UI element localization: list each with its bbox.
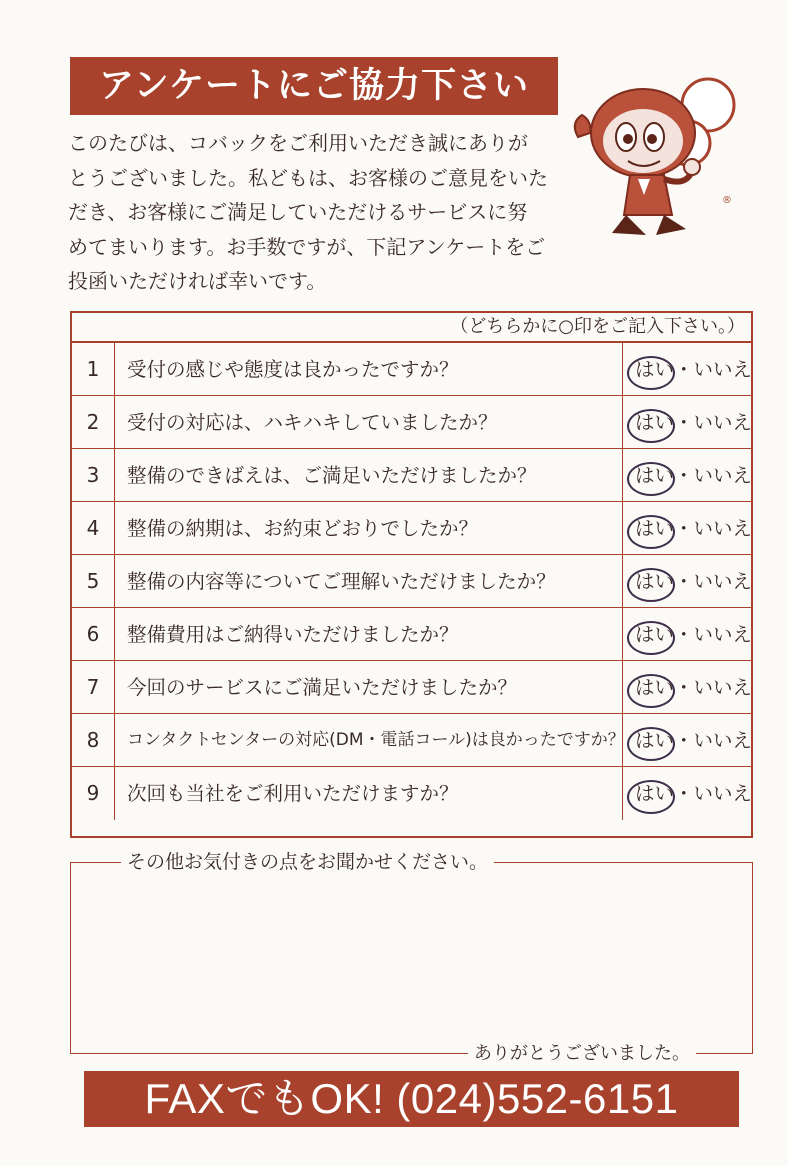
answer-yes[interactable]: はい — [635, 555, 674, 608]
answer-options[interactable] — [622, 661, 755, 713]
answer-no[interactable]: いいえ — [693, 570, 753, 593]
comments-label: その他お気付きの点をお聞かせください。 — [121, 851, 494, 873]
answer-separator: ・ — [674, 782, 694, 805]
question-text: 整備の内容等についてご理解いただけましたか？ — [127, 570, 556, 593]
question-text: 受付の対応は、ハキハキしていましたか？ — [127, 411, 498, 434]
answer-separator: ・ — [674, 729, 694, 752]
answer-no[interactable]: いいえ — [693, 464, 753, 487]
question-text: 整備のできばえは、ご満足いただけましたか？ — [127, 464, 537, 487]
answer-separator: ・ — [674, 676, 694, 699]
kobac-mascot-illustration — [568, 75, 746, 247]
question-text: 整備の納期は、お約束どおりでしたか？ — [127, 517, 479, 540]
intro-paragraph — [68, 126, 568, 299]
intro-line: 投函いただければ幸いです。 — [68, 269, 327, 293]
comments-box[interactable] — [70, 851, 753, 1064]
question-row — [72, 502, 751, 555]
answer-separator: ・ — [674, 570, 694, 593]
thank-you-note: ありがとうございました。 — [468, 1043, 696, 1065]
answer-options[interactable] — [622, 555, 755, 607]
survey-table — [70, 311, 753, 838]
question-number: 6 — [72, 608, 115, 660]
intro-line: めてまいります。お手数ですが、下記アンケートをご — [68, 234, 546, 259]
answer-separator: ・ — [674, 464, 694, 487]
registered-mark: ® — [722, 195, 732, 206]
question-row — [72, 555, 751, 608]
question-row — [72, 767, 751, 820]
hand-drawn-circle-mark — [627, 780, 675, 814]
question-number: 2 — [72, 396, 115, 448]
answer-yes[interactable]: はい — [635, 714, 674, 767]
answer-options[interactable] — [622, 714, 755, 766]
question-row — [72, 608, 751, 661]
answer-yes[interactable]: はい — [635, 661, 674, 714]
question-text: 今回のサービスにご満足いただけましたか？ — [127, 676, 518, 699]
question-row — [72, 343, 751, 396]
question-row — [72, 449, 751, 502]
answer-options[interactable] — [622, 396, 755, 448]
hand-drawn-circle-mark — [627, 727, 675, 761]
hand-drawn-circle-mark — [627, 674, 675, 708]
answer-no[interactable]: いいえ — [693, 729, 753, 752]
hand-drawn-circle-mark — [627, 356, 675, 390]
question-row — [72, 714, 751, 767]
question-text: コンタクトセンターの対応(DM・電話コール)は良かったですか？ — [127, 730, 625, 750]
answer-yes[interactable]: はい — [635, 396, 674, 449]
question-number: 8 — [72, 714, 115, 766]
question-number: 7 — [72, 661, 115, 713]
answer-yes[interactable]: はい — [635, 449, 674, 502]
page-title: アンケートにご協力下さい — [70, 57, 558, 115]
answer-yes[interactable]: はい — [635, 608, 674, 661]
answer-separator: ・ — [674, 358, 694, 381]
question-number: 9 — [72, 767, 115, 820]
question-text: 受付の感じや態度は良かったですか？ — [127, 358, 459, 381]
answer-no[interactable]: いいえ — [693, 517, 753, 540]
question-number: 5 — [72, 555, 115, 607]
answer-no[interactable]: いいえ — [693, 358, 753, 381]
intro-line: このたびは、コバックをご利用いただき誠にありが — [68, 131, 528, 155]
answer-yes[interactable]: はい — [635, 767, 674, 820]
answer-separator: ・ — [674, 411, 694, 434]
instruction: （どちらかに○印をご記入下さい。） — [72, 313, 751, 343]
question-row — [72, 396, 751, 449]
question-row — [72, 661, 751, 714]
fax-banner: FAXでもOK! (024)552-6151 — [84, 1071, 739, 1127]
answer-separator: ・ — [674, 517, 694, 540]
answer-options[interactable] — [622, 767, 755, 820]
question-number: 1 — [72, 343, 115, 395]
answer-separator: ・ — [674, 623, 694, 646]
hand-drawn-circle-mark — [627, 462, 675, 496]
question-number: 4 — [72, 502, 115, 554]
answer-options[interactable] — [622, 502, 755, 554]
hand-drawn-circle-mark — [627, 621, 675, 655]
answer-no[interactable]: いいえ — [693, 623, 753, 646]
answer-options[interactable] — [622, 608, 755, 660]
answer-yes[interactable]: はい — [635, 502, 674, 555]
intro-line: だき、お客様にご満足していただけるサービスに努 — [68, 200, 528, 224]
answer-no[interactable]: いいえ — [693, 676, 753, 699]
intro-line: とうございました。私どもは、お客様のご意見をいた — [68, 165, 548, 190]
hand-drawn-circle-mark — [627, 568, 675, 602]
answer-options[interactable] — [622, 449, 755, 501]
question-text: 次回も当社をご利用いただけますか？ — [127, 782, 459, 805]
question-number: 3 — [72, 449, 115, 501]
hand-drawn-circle-mark — [627, 409, 675, 443]
answer-no[interactable]: いいえ — [693, 411, 753, 434]
question-text: 整備費用はご納得いただけましたか？ — [127, 623, 459, 646]
hand-drawn-circle-mark — [627, 515, 675, 549]
answer-no[interactable]: いいえ — [693, 782, 753, 805]
answer-yes[interactable]: はい — [635, 343, 674, 396]
answer-options[interactable] — [622, 343, 755, 395]
